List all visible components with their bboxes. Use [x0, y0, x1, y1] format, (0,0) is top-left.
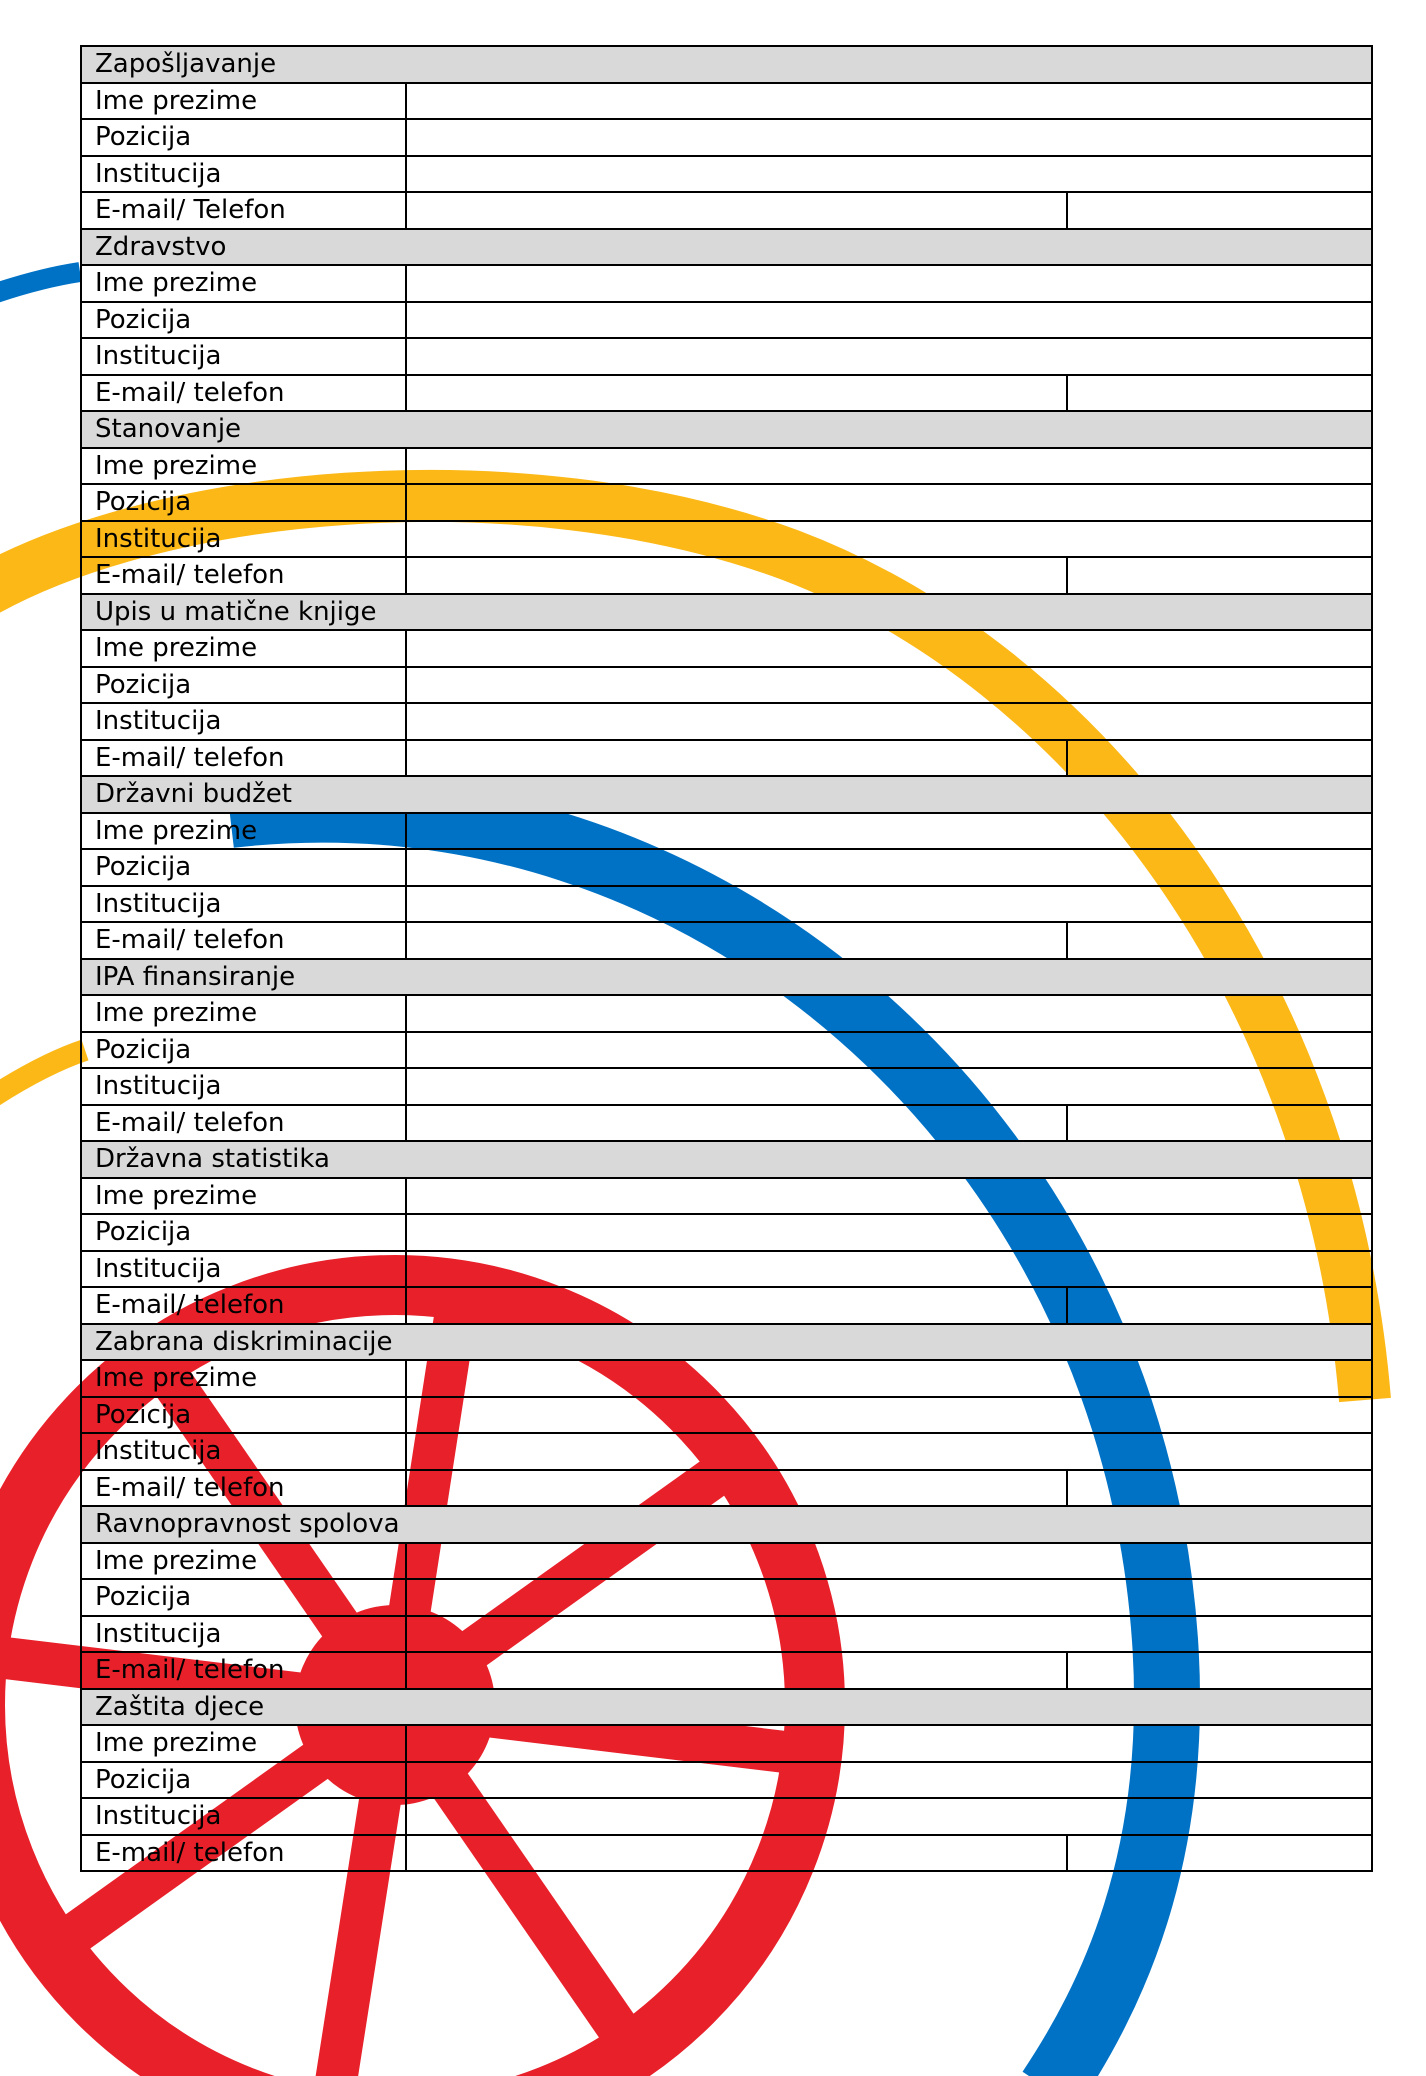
field-value-cell[interactable]: [406, 156, 1372, 193]
phone-value-cell[interactable]: [1067, 1652, 1372, 1689]
field-value-cell[interactable]: [406, 265, 1372, 302]
field-value-cell[interactable]: [406, 521, 1372, 558]
section-header-row: [81, 1141, 1372, 1178]
field-value-cell[interactable]: [406, 338, 1372, 375]
field-value-cell[interactable]: [406, 1032, 1372, 1069]
field-row-institution: [81, 338, 1372, 375]
field-label: Ime prezime: [81, 1360, 406, 1397]
section-header-row: [81, 229, 1372, 266]
field-label: Ime prezime: [81, 995, 406, 1032]
field-row-name: [81, 1178, 1372, 1215]
field-label: Ime prezime: [81, 813, 406, 850]
field-row-institution: [81, 156, 1372, 193]
email-value-cell[interactable]: [406, 1105, 1067, 1142]
phone-value-cell[interactable]: [1067, 557, 1372, 594]
section-title: Ravnopravnost spolova: [81, 1506, 1372, 1543]
field-label: Institucija: [81, 338, 406, 375]
field-row-contact: [81, 1287, 1372, 1324]
field-value-cell[interactable]: [406, 995, 1372, 1032]
field-row-name: [81, 813, 1372, 850]
field-row-contact: [81, 375, 1372, 412]
field-row-name: [81, 1360, 1372, 1397]
field-label: Ime prezime: [81, 1543, 406, 1580]
field-label: Ime prezime: [81, 265, 406, 302]
section-title: IPA finansiranje: [81, 959, 1372, 996]
field-row-position: [81, 849, 1372, 886]
email-value-cell[interactable]: [406, 375, 1067, 412]
field-label: E-mail/ telefon: [81, 922, 406, 959]
field-value-cell[interactable]: [406, 484, 1372, 521]
field-row-contact: [81, 1835, 1372, 1872]
field-value-cell[interactable]: [406, 630, 1372, 667]
field-label: Ime prezime: [81, 1178, 406, 1215]
field-row-position: [81, 1579, 1372, 1616]
section-header-row: [81, 959, 1372, 996]
section-header-row: [81, 594, 1372, 631]
phone-value-cell[interactable]: [1067, 740, 1372, 777]
field-label: E-mail/ telefon: [81, 1105, 406, 1142]
field-value-cell[interactable]: [406, 703, 1372, 740]
field-value-cell[interactable]: [406, 1068, 1372, 1105]
field-label: Institucija: [81, 521, 406, 558]
field-label: E-mail/ telefon: [81, 375, 406, 412]
field-row-position: [81, 1762, 1372, 1799]
field-row-contact: [81, 192, 1372, 229]
section-title: Zabrana diskriminacije: [81, 1324, 1372, 1361]
phone-value-cell[interactable]: [1067, 922, 1372, 959]
field-row-name: [81, 995, 1372, 1032]
email-value-cell[interactable]: [406, 557, 1067, 594]
field-row-name: [81, 1725, 1372, 1762]
phone-value-cell[interactable]: [1067, 1470, 1372, 1507]
field-row-institution: [81, 886, 1372, 923]
field-value-cell[interactable]: [406, 886, 1372, 923]
field-row-position: [81, 302, 1372, 339]
email-value-cell[interactable]: [406, 192, 1067, 229]
field-row-position: [81, 1397, 1372, 1434]
field-label: Institucija: [81, 1798, 406, 1835]
field-value-cell[interactable]: [406, 448, 1372, 485]
field-value-cell[interactable]: [406, 1725, 1372, 1762]
field-value-cell[interactable]: [406, 1798, 1372, 1835]
section-header-row: [81, 776, 1372, 813]
field-label: Pozicija: [81, 1032, 406, 1069]
field-value-cell[interactable]: [406, 667, 1372, 704]
email-value-cell[interactable]: [406, 1470, 1067, 1507]
field-label: Institucija: [81, 1251, 406, 1288]
field-value-cell[interactable]: [406, 1433, 1372, 1470]
contact-form-body: [81, 46, 1372, 1871]
field-label: E-mail/ telefon: [81, 740, 406, 777]
field-value-cell[interactable]: [406, 1360, 1372, 1397]
field-row-contact: [81, 1652, 1372, 1689]
email-value-cell[interactable]: [406, 740, 1067, 777]
section-title: Zapošljavanje: [81, 46, 1372, 83]
field-label: Institucija: [81, 1068, 406, 1105]
field-row-institution: [81, 1798, 1372, 1835]
field-value-cell[interactable]: [406, 1397, 1372, 1434]
field-value-cell[interactable]: [406, 1762, 1372, 1799]
field-label: Pozicija: [81, 1579, 406, 1616]
field-row-position: [81, 119, 1372, 156]
field-row-contact: [81, 740, 1372, 777]
field-value-cell[interactable]: [406, 849, 1372, 886]
field-value-cell[interactable]: [406, 1543, 1372, 1580]
phone-value-cell[interactable]: [1067, 1287, 1372, 1324]
email-value-cell[interactable]: [406, 922, 1067, 959]
phone-value-cell[interactable]: [1067, 192, 1372, 229]
field-value-cell[interactable]: [406, 119, 1372, 156]
field-row-contact: [81, 557, 1372, 594]
phone-value-cell[interactable]: [1067, 1835, 1372, 1872]
field-row-name: [81, 448, 1372, 485]
section-title: Državna statistika: [81, 1141, 1372, 1178]
field-label: E-mail/ Telefon: [81, 192, 406, 229]
field-label: Ime prezime: [81, 448, 406, 485]
field-label: Ime prezime: [81, 630, 406, 667]
field-label: Pozicija: [81, 849, 406, 886]
field-row-contact: [81, 922, 1372, 959]
field-value-cell[interactable]: [406, 1178, 1372, 1215]
field-row-institution: [81, 1251, 1372, 1288]
section-title: Državni budžet: [81, 776, 1372, 813]
field-row-name: [81, 630, 1372, 667]
field-label: Institucija: [81, 156, 406, 193]
phone-value-cell[interactable]: [1067, 375, 1372, 412]
field-row-institution: [81, 521, 1372, 558]
field-row-name: [81, 1543, 1372, 1580]
field-row-name: [81, 265, 1372, 302]
field-label: Ime prezime: [81, 1725, 406, 1762]
field-row-position: [81, 484, 1372, 521]
field-label: Pozicija: [81, 1397, 406, 1434]
field-value-cell[interactable]: [406, 1214, 1372, 1251]
section-header-row: [81, 1689, 1372, 1726]
yellow-arc-small: [0, 1050, 85, 1105]
phone-value-cell[interactable]: [1067, 1105, 1372, 1142]
field-label: Ime prezime: [81, 83, 406, 120]
field-value-cell[interactable]: [406, 1616, 1372, 1653]
field-label: Pozicija: [81, 302, 406, 339]
field-label: Institucija: [81, 703, 406, 740]
field-row-institution: [81, 703, 1372, 740]
section-header-row: [81, 1324, 1372, 1361]
field-row-institution: [81, 1433, 1372, 1470]
field-label: Pozicija: [81, 484, 406, 521]
email-value-cell[interactable]: [406, 1652, 1067, 1689]
field-row-position: [81, 667, 1372, 704]
field-label: Pozicija: [81, 1214, 406, 1251]
field-label: Institucija: [81, 1616, 406, 1653]
section-title: Stanovanje: [81, 411, 1372, 448]
contact-form-table: [80, 45, 1373, 1872]
field-value-cell[interactable]: [406, 813, 1372, 850]
field-label: E-mail/ telefon: [81, 1287, 406, 1324]
field-row-institution: [81, 1616, 1372, 1653]
section-header-row: [81, 1506, 1372, 1543]
field-row-contact: [81, 1470, 1372, 1507]
section-title: Upis u matične knjige: [81, 594, 1372, 631]
field-value-cell[interactable]: [406, 302, 1372, 339]
field-row-position: [81, 1032, 1372, 1069]
blue-arc-top: [0, 272, 80, 295]
field-label: E-mail/ telefon: [81, 1835, 406, 1872]
section-header-row: [81, 411, 1372, 448]
field-label: E-mail/ telefon: [81, 1470, 406, 1507]
field-value-cell[interactable]: [406, 1251, 1372, 1288]
field-value-cell[interactable]: [406, 1579, 1372, 1616]
field-label: Institucija: [81, 1433, 406, 1470]
section-header-row: [81, 46, 1372, 83]
field-label: Pozicija: [81, 667, 406, 704]
field-row-position: [81, 1214, 1372, 1251]
field-row-name: [81, 83, 1372, 120]
field-label: Institucija: [81, 886, 406, 923]
field-label: E-mail/ telefon: [81, 557, 406, 594]
field-row-contact: [81, 1105, 1372, 1142]
field-label: Pozicija: [81, 119, 406, 156]
field-label: E-mail/ telefon: [81, 1652, 406, 1689]
email-value-cell[interactable]: [406, 1287, 1067, 1324]
field-row-institution: [81, 1068, 1372, 1105]
section-title: Zaštita djece: [81, 1689, 1372, 1726]
section-title: Zdravstvo: [81, 229, 1372, 266]
field-value-cell[interactable]: [406, 83, 1372, 120]
field-label: Pozicija: [81, 1762, 406, 1799]
email-value-cell[interactable]: [406, 1835, 1067, 1872]
